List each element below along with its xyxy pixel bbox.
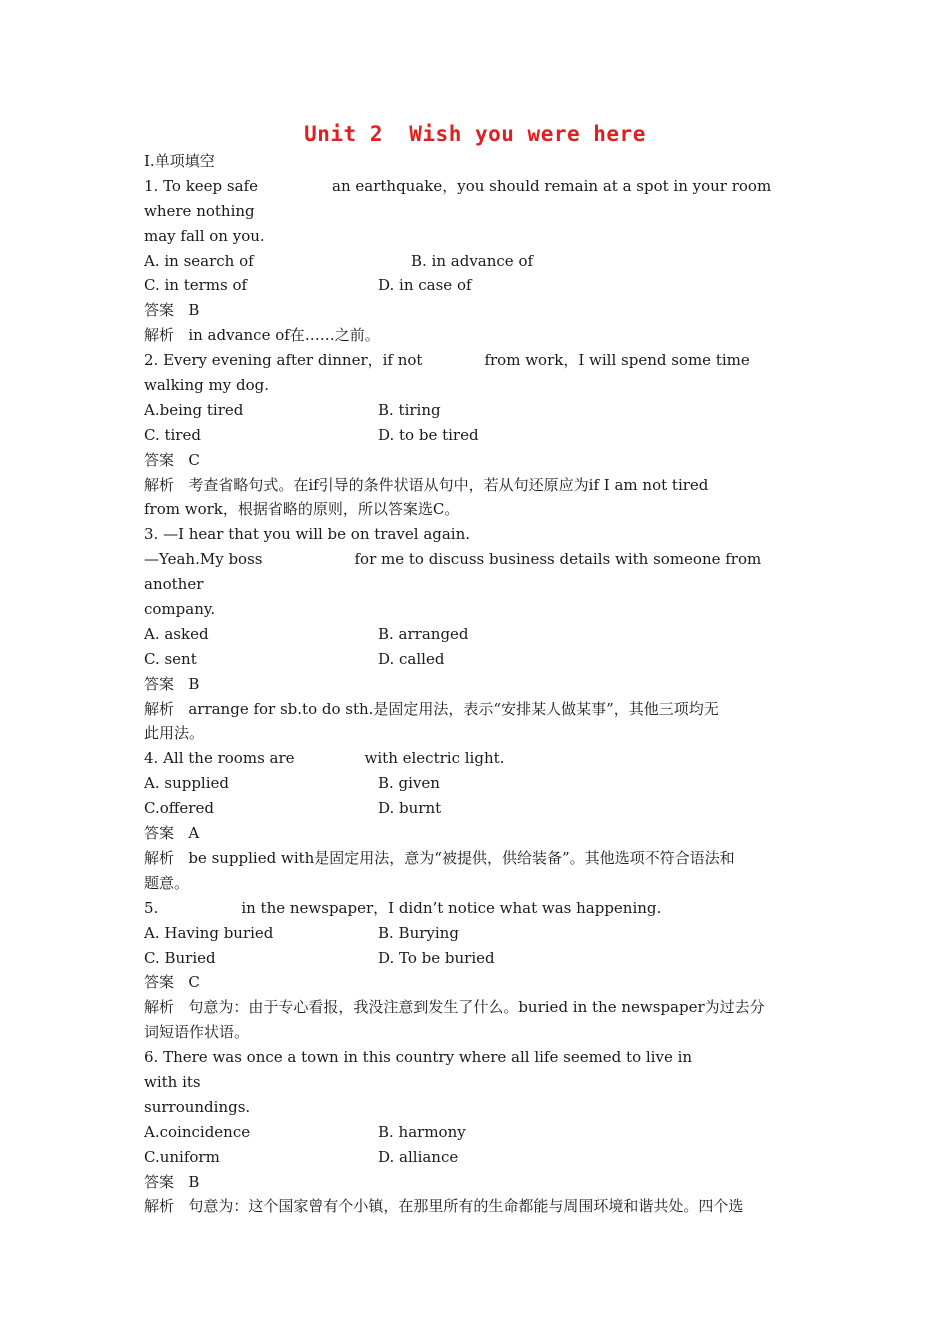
option-b: B. arranged [378, 624, 469, 643]
question-4-options-row-2 [144, 796, 808, 821]
answer-label: 答案 [144, 450, 175, 469]
option-a: A.being tired [144, 400, 244, 419]
question-4-options-row-1 [144, 771, 808, 796]
option-a: A.coincidence [144, 1122, 251, 1141]
answer-label: 答案 [144, 973, 175, 992]
question-4-analysis-line-2: 题意。 [144, 873, 190, 892]
answer-value: C [188, 973, 200, 992]
option-c: C. tired [144, 425, 201, 444]
question-4-answer [144, 821, 808, 846]
question-5-stem-part: in the newspaper，I didn’t notice what was happening. [241, 898, 662, 917]
question-1-stem-line-1 [144, 174, 808, 199]
question-3-stem-part: for me to discuss business details with someone from [354, 550, 762, 569]
analysis-label: 解析 [144, 848, 175, 867]
option-c: C. in terms of [144, 276, 248, 295]
answer-label: 答案 [144, 301, 175, 320]
option-b: B. harmony [378, 1122, 466, 1141]
question-3-stem-line-3: another [144, 575, 204, 594]
analysis-label: 解析 [144, 998, 175, 1017]
question-5-answer [144, 970, 808, 995]
question-3-answer [144, 672, 808, 697]
analysis-text: arrange for sb.to do sth.是固定用法，表示“安排某人做某事”，其他三项均无 [188, 699, 719, 718]
answer-label: 答案 [144, 1172, 175, 1191]
question-3-options-row-1 [144, 622, 808, 647]
section-heading: Ⅰ.单项填空 [144, 152, 215, 170]
question-2-stem-part: from work，I will spend some time [484, 351, 750, 370]
option-a: A. Having buried [144, 923, 274, 942]
option-d: D. To be buried [378, 948, 495, 967]
question-6-stem-line-1: 6. There was once a town in this country where all life seemed to live in [144, 1048, 693, 1067]
option-a: A. asked [144, 624, 209, 643]
question-2-options-row-2 [144, 423, 808, 448]
analysis-text: in advance of在……之前。 [188, 326, 380, 345]
option-b: B. Burying [378, 923, 459, 942]
question-3-stem-line-1: 3. —I hear that you will be on travel again. [144, 525, 471, 544]
question-5-stem-part: 5. [144, 898, 159, 917]
question-5-options-row-2 [144, 946, 808, 971]
question-6-stem-line-2: with its [144, 1072, 201, 1091]
option-b: B. in advance of [411, 251, 534, 270]
option-c: C.offered [144, 799, 214, 818]
question-2-stem-line-1 [144, 348, 808, 373]
answer-label: 答案 [144, 824, 175, 843]
option-d: D. burnt [378, 799, 442, 818]
question-1-stem-part: 1. To keep safe [144, 176, 259, 195]
option-a: A. supplied [144, 774, 230, 793]
analysis-text: 句意为：这个国家曾有个小镇，在那里所有的生命都能与周围环境和谐共处。四个选 [188, 1197, 744, 1216]
page-title: Unit 2 Wish you were here [304, 122, 646, 146]
question-6-options-row-1 [144, 1120, 808, 1145]
question-4-stem [144, 746, 808, 771]
question-3-stem-line-2 [144, 547, 808, 572]
question-1-stem-part: an earthquake，you should remain at a spot in your room [332, 176, 772, 195]
option-c: C. sent [144, 649, 197, 668]
question-1-stem-line-3: may fall on you. [144, 226, 265, 245]
answer-value: B [188, 1172, 200, 1191]
option-d: D. alliance [378, 1147, 459, 1166]
question-3-analysis-line-1 [144, 697, 808, 722]
question-6-analysis-line-1 [144, 1194, 808, 1219]
document-body [144, 149, 808, 1219]
question-2-analysis-line-1 [144, 473, 808, 498]
question-1-options-row-1 [144, 249, 808, 274]
question-1-stem-line-2: where nothing [144, 201, 255, 220]
question-4-stem-part: with electric light. [364, 749, 505, 768]
option-d: D. in case of [378, 276, 472, 295]
question-1-options-row-2 [144, 273, 808, 298]
answer-value: B [188, 674, 200, 693]
question-5-analysis-line-2: 词短语作状语。 [144, 1023, 250, 1042]
question-6-stem-line-3: surroundings. [144, 1097, 251, 1116]
answer-value: C [188, 450, 200, 469]
question-1-answer [144, 298, 808, 323]
answer-value: A [188, 824, 200, 843]
question-2-stem-part: 2. Every evening after dinner，if not [144, 351, 423, 370]
option-d: D. to be tired [378, 425, 479, 444]
question-6-options-row-2 [144, 1145, 808, 1170]
question-3-options-row-2 [144, 647, 808, 672]
option-b: B. given [378, 774, 440, 793]
answer-value: B [188, 301, 200, 320]
analysis-label: 解析 [144, 326, 175, 345]
analysis-label: 解析 [144, 1197, 175, 1216]
question-6-answer [144, 1170, 808, 1195]
option-c: C. Buried [144, 948, 216, 967]
analysis-label: 解析 [144, 699, 175, 718]
answer-label: 答案 [144, 674, 175, 693]
analysis-label: 解析 [144, 475, 175, 494]
question-3-analysis-line-2: 此用法。 [144, 724, 205, 743]
question-5-stem [144, 896, 808, 921]
question-2-answer [144, 448, 808, 473]
question-1-analysis [144, 323, 808, 348]
question-2-stem-line-2: walking my dog. [144, 376, 269, 395]
option-d: D. called [378, 649, 445, 668]
option-a: A. in search of [144, 251, 254, 270]
question-3-stem-part: —Yeah.My boss [144, 550, 263, 569]
option-c: C.uniform [144, 1147, 220, 1166]
question-2-analysis-line-2: from work，根据省略的原则，所以答案选C。 [144, 500, 460, 519]
analysis-text: be supplied with是固定用法，意为“被提供，供给装备”。其他选项不符合语法和 [188, 848, 735, 867]
option-b: B. tiring [378, 400, 441, 419]
analysis-text: 考查省略句式。在if引导的条件状语从句中，若从句还原应为if I am not tired [188, 475, 709, 494]
question-4-analysis-line-1 [144, 846, 808, 871]
analysis-text: 句意为：由于专心看报，我没注意到发生了什么。buried in the newspaper为过去分 [188, 998, 765, 1017]
question-4-stem-part: 4. All the rooms are [144, 749, 295, 768]
question-3-stem-line-4: company. [144, 600, 216, 619]
question-5-analysis-line-1 [144, 995, 808, 1020]
question-2-options-row-1 [144, 398, 808, 423]
question-5-options-row-1 [144, 921, 808, 946]
